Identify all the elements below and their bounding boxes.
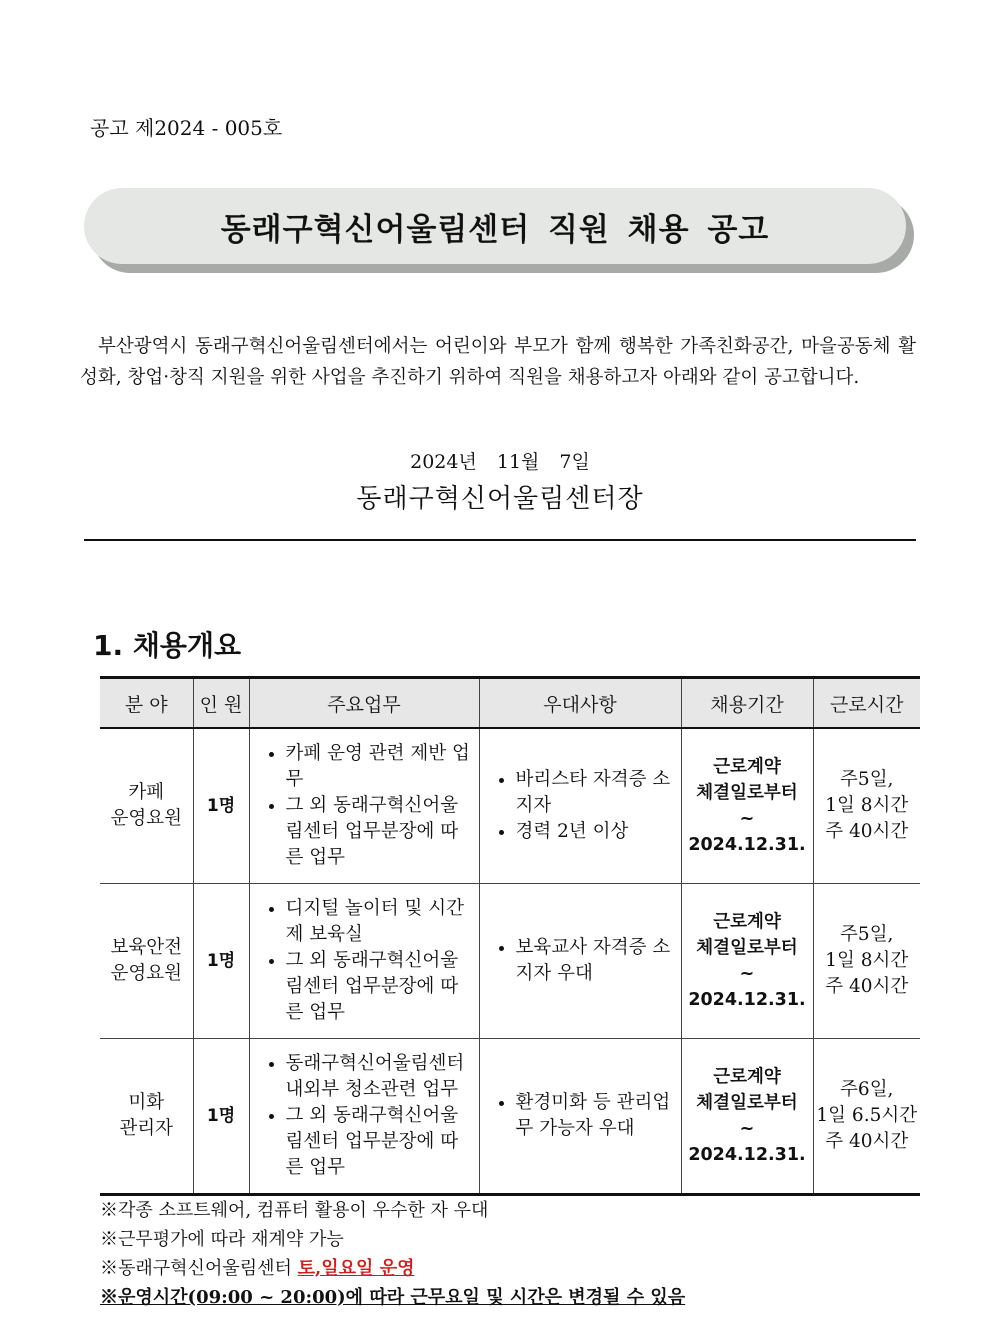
header-field: 분 야 bbox=[100, 678, 193, 729]
intro-paragraph: 부산광역시 동래구혁신어울림센터에서는 어린이와 부모가 함께 행복한 가족친화공간, 마을공동체 활성화, 창업·창직 지원을 위한 사업을 추진하기 위하여 직원을 채용하고자 아래와 같이 공고합니다. bbox=[80, 335, 916, 388]
cell-field: 보육안전 운영요원 bbox=[100, 884, 193, 1039]
list-item: • 경력 2년 이상 bbox=[516, 819, 677, 845]
notice-number: 공고 제2024 - 005호 bbox=[90, 116, 283, 140]
list-item: • 디지털 놀이터 및 시간제 보육실 bbox=[286, 896, 475, 948]
title-banner-box bbox=[84, 188, 906, 264]
cell-field: 카페 운영요원 bbox=[100, 728, 193, 884]
table-header-row bbox=[100, 678, 920, 729]
cell-period: 근로계약 체결일로부터 ~ 2024.12.31. bbox=[681, 728, 813, 884]
header-period: 채용기간 bbox=[681, 678, 813, 729]
cell-count: 1명 bbox=[193, 728, 249, 884]
list-item: • 보육교사 자격증 소지자 우대 bbox=[516, 935, 677, 987]
list-item: • 그 외 동래구혁신어울림센터 업무분장에 따른 업무 bbox=[286, 793, 475, 871]
table-row bbox=[100, 1039, 920, 1195]
weekend-emphasis: 토,일요일 운영 bbox=[297, 1258, 415, 1279]
cell-preferences bbox=[479, 1039, 681, 1195]
cell-hours: 주5일, 1일 8시간 주 40시간 bbox=[813, 884, 920, 1039]
cell-count: 1명 bbox=[193, 884, 249, 1039]
list-item: • 카페 운영 관련 제반 업무 bbox=[286, 741, 475, 793]
header-count: 인 원 bbox=[193, 678, 249, 729]
cell-preferences bbox=[479, 728, 681, 884]
list-item: • 그 외 동래구혁신어울림센터 업무분장에 따른 업무 bbox=[286, 948, 475, 1026]
note-hours: ※운영시간(09:00 ~ 20:00)에 따라 근무요일 및 시간은 변경될 수 있음 bbox=[100, 1287, 686, 1308]
cell-duties bbox=[249, 884, 479, 1039]
page-title: 동래구혁신어울림센터 직원 채용 공고 bbox=[220, 211, 770, 248]
cell-count: 1명 bbox=[193, 1039, 249, 1195]
cell-field: 미화 관리자 bbox=[100, 1039, 193, 1195]
header-preferences: 우대사항 bbox=[479, 678, 681, 729]
header-hours: 근로시간 bbox=[813, 678, 920, 729]
cell-duties bbox=[249, 728, 479, 884]
cell-duties bbox=[249, 1039, 479, 1195]
list-item: • 동래구혁신어울림센터 내외부 청소관련 업무 bbox=[286, 1051, 475, 1103]
section-title: 1. 채용개요 bbox=[93, 629, 242, 662]
table-row bbox=[100, 884, 920, 1039]
header-duties: 주요업무 bbox=[249, 678, 479, 729]
cell-hours: 주6일, 1일 6.5시간 주 40시간 bbox=[813, 1039, 920, 1195]
list-item: • 그 외 동래구혁신어울림센터 업무분장에 따른 업무 bbox=[286, 1103, 475, 1181]
divider bbox=[84, 539, 916, 541]
note-renewal: ※근무평가에 따라 재계약 가능 bbox=[100, 1229, 344, 1250]
notes bbox=[100, 1196, 930, 1312]
cell-preferences bbox=[479, 884, 681, 1039]
cell-period: 근로계약 체결일로부터 ~ 2024.12.31. bbox=[681, 1039, 813, 1195]
note-software: ※각종 소프트웨어, 컴퓨터 활용이 우수한 자 우대 bbox=[100, 1200, 489, 1221]
recruitment-table bbox=[100, 676, 920, 1196]
notice-date: 2024년 11월 7일 bbox=[410, 451, 590, 473]
list-item: • 환경미화 등 관리업무 가능자 우대 bbox=[516, 1090, 677, 1142]
list-item: • 바리스타 자격증 소지자 bbox=[516, 767, 677, 819]
note-weekend: ※동래구혁신어울림센터 토,일요일 운영 bbox=[100, 1258, 415, 1279]
cell-period: 근로계약 체결일로부터 ~ 2024.12.31. bbox=[681, 884, 813, 1039]
title-banner bbox=[84, 188, 916, 274]
table-row bbox=[100, 728, 920, 884]
issuer-name: 동래구혁신어울림센터장 bbox=[356, 484, 644, 514]
cell-hours: 주5일, 1일 8시간 주 40시간 bbox=[813, 728, 920, 884]
